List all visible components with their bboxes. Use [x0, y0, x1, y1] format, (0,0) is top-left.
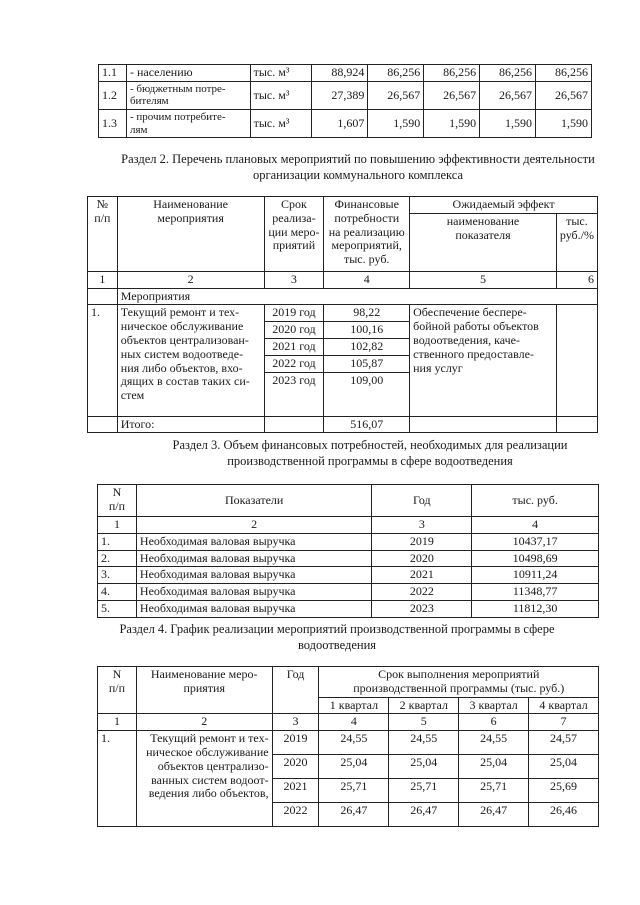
column-number-row: [88, 271, 598, 288]
header-name: Наименование меро- приятия: [136, 667, 272, 714]
row-number: 4.: [98, 584, 137, 601]
table-header-row: [88, 197, 598, 214]
col-number: 4: [472, 517, 599, 534]
year-cell: 2022 год: [264, 355, 324, 372]
quarter-value: 25,71: [459, 779, 529, 803]
cell-value: 1,607: [312, 110, 368, 138]
group-label: Мероприятия: [117, 288, 597, 305]
table-row: [88, 305, 598, 322]
row-name: - прочим потребите- лям: [126, 110, 250, 138]
row-year: 2019: [272, 731, 319, 755]
col-number: 4: [319, 714, 389, 731]
table-finance: [97, 484, 599, 618]
total-label: Итого:: [117, 416, 264, 433]
table-header-row: [98, 485, 599, 517]
row-year: 2019: [372, 533, 472, 550]
col-number: 5: [389, 714, 459, 731]
amount-cell: 109,00: [324, 372, 410, 416]
header-num: N п/п: [98, 485, 137, 517]
row-number: 1.3: [99, 110, 127, 138]
row-unit: тыс. м³: [250, 65, 312, 82]
table-row: [98, 550, 599, 567]
table-row: [99, 81, 592, 109]
amount-cell: 98,22: [324, 305, 410, 322]
header-quarter: 3 квартал: [459, 697, 529, 714]
header-term: Срок реализа- ции меро- приятий: [264, 197, 324, 272]
quarter-value: 26,47: [389, 803, 459, 827]
header-pct: тыс. руб./%: [556, 213, 597, 271]
measure-name: Текущий ремонт и тех- ническое обслуживание объектов централизован- ных систем водоотведе- ния либо объектов, вхо- дящих в состав таких си- стем: [117, 305, 264, 416]
cell-value: 88,924: [312, 65, 368, 82]
quarter-value: 24,55: [389, 731, 459, 755]
table-header-row: [98, 667, 599, 698]
row-name: Необходимая валовая выручка: [136, 584, 372, 601]
row-number: 2.: [98, 550, 137, 567]
row-value: 11812,30: [472, 600, 599, 617]
table-schedule: [97, 666, 599, 827]
row-number: 1.: [98, 533, 137, 550]
quarter-value: 25,71: [319, 779, 389, 803]
amount-cell: 102,82: [324, 338, 410, 355]
quarter-value: 26,46: [529, 803, 599, 827]
row-name: - населению: [126, 65, 250, 82]
quarter-value: 25,04: [529, 755, 599, 779]
cell-value: 26,567: [368, 81, 424, 109]
quarter-value: 24,55: [459, 731, 529, 755]
row-value: 11348,77: [472, 584, 599, 601]
row-name: - бюджетным потре- бителям: [126, 81, 250, 109]
row-year: 2020: [372, 550, 472, 567]
col-number: 3: [264, 271, 324, 288]
column-number-row: [98, 714, 599, 731]
row-name: Необходимая валовая выручка: [136, 550, 372, 567]
col-number: 6: [556, 271, 597, 288]
year-cell: 2021 год: [264, 338, 324, 355]
header-indicator: наименование показателя: [410, 213, 557, 271]
cell-value: 86,256: [480, 65, 536, 82]
col-number: 3: [272, 714, 319, 731]
quarter-value: 26,47: [319, 803, 389, 827]
row-number: 1.: [98, 731, 137, 827]
col-number: 6: [459, 714, 529, 731]
cell-value: 86,256: [536, 65, 592, 82]
year-cell: 2019 год: [264, 305, 324, 322]
table-row: [98, 600, 599, 617]
table-row: [98, 731, 599, 755]
effect-text: Обеспечение беспере- бойной работы объектов водоотведения, каче- ственного предоставле- ния услуг: [410, 305, 557, 416]
amount-cell: 105,87: [324, 355, 410, 372]
header-year: Год: [272, 667, 319, 714]
quarter-value: 24,57: [529, 731, 599, 755]
cell-value: 26,567: [480, 81, 536, 109]
table-measures: [87, 196, 598, 433]
quarter-value: 25,71: [389, 779, 459, 803]
section-2-title: Раздел 2. Перечень плановых мероприятий по повышению эффективности деятельности организации коммунального комплекса: [121, 152, 595, 182]
cell-value: 27,389: [312, 81, 368, 109]
cell-value: 1,590: [480, 110, 536, 138]
row-year: 2021: [372, 567, 472, 584]
row-number: 1.1: [99, 65, 127, 82]
col-number: 2: [117, 271, 264, 288]
col-number: 7: [529, 714, 599, 731]
row-value: 10437,17: [472, 533, 599, 550]
header-year: Год: [372, 485, 472, 517]
row-unit: тыс. м³: [250, 81, 312, 109]
table-row: [99, 65, 592, 82]
header-term: Срок выполнения мероприятий производственной программы (тыс. руб.): [319, 667, 599, 698]
col-number: 4: [324, 271, 410, 288]
cell-value: 1,590: [424, 110, 480, 138]
year-cell: 2023 год: [264, 372, 324, 416]
header-name: Наименование мероприятия: [117, 197, 264, 272]
header-effect: Ожидаемый эффект: [410, 197, 598, 214]
section-4-title: Раздел 4. График реализации мероприятий производственной программы в сфере водоотведения: [119, 622, 555, 652]
header-amount: тыс. руб.: [472, 485, 599, 517]
quarter-value: 26,47: [459, 803, 529, 827]
header-quarter: 4 квартал: [529, 697, 599, 714]
header-quarter: 2 квартал: [389, 697, 459, 714]
quarter-value: 25,04: [389, 755, 459, 779]
row-year: 2021: [272, 779, 319, 803]
year-cell: 2020 год: [264, 322, 324, 339]
row-year: 2020: [272, 755, 319, 779]
row-name: Необходимая валовая выручка: [136, 600, 372, 617]
row-unit: тыс. м³: [250, 110, 312, 138]
cell-value: 86,256: [368, 65, 424, 82]
col-number: 1: [88, 271, 118, 288]
header-quarter: 1 квартал: [319, 697, 389, 714]
quarter-value: 24,55: [319, 731, 389, 755]
measure-name: Текущий ремонт и тех- ническое обслуживание объектов централизо- ванных систем водоот- ведения либо объектов,: [136, 731, 272, 827]
quarter-value: 25,04: [319, 755, 389, 779]
col-number: 3: [372, 517, 472, 534]
row-value: 10911,24: [472, 567, 599, 584]
row-number: 5.: [98, 600, 137, 617]
amount-cell: 100,16: [324, 322, 410, 339]
header-finance: Финансовые потребности на реализацию мероприятий, тыс. руб.: [324, 197, 410, 272]
total-value: 516,07: [324, 416, 410, 433]
cell-value: 1,590: [536, 110, 592, 138]
column-number-row: [98, 517, 599, 534]
section-3-title: Раздел 3. Объем финансовых потребностей, необходимых для реализации производственной программы в сфере водоотведения: [172, 438, 568, 468]
group-row: [88, 288, 598, 305]
row-value: 10498,69: [472, 550, 599, 567]
row-number: 1.2: [99, 81, 127, 109]
table-row: [98, 533, 599, 550]
row-number: 1.: [88, 305, 118, 416]
cell-value: 86,256: [424, 65, 480, 82]
header-num: № п/п: [88, 197, 118, 272]
header-num: N п/п: [98, 667, 137, 714]
cell-value: 26,567: [536, 81, 592, 109]
cell-value: 1,590: [368, 110, 424, 138]
col-number: 1: [98, 517, 137, 534]
table-row: [98, 567, 599, 584]
row-year: 2023: [372, 600, 472, 617]
table-row: [99, 110, 592, 138]
row-number: 3.: [98, 567, 137, 584]
quarter-value: 25,69: [529, 779, 599, 803]
col-number: 5: [410, 271, 557, 288]
row-name: Необходимая валовая выручка: [136, 567, 372, 584]
cell-value: 26,567: [424, 81, 480, 109]
row-year: 2022: [372, 584, 472, 601]
quarter-value: 25,04: [459, 755, 529, 779]
col-number: 2: [136, 517, 372, 534]
row-name: Необходимая валовая выручка: [136, 533, 372, 550]
col-number: 2: [136, 714, 272, 731]
table-consumption: [98, 64, 592, 138]
table-row: [98, 584, 599, 601]
header-indicator: Показатели: [136, 485, 372, 517]
total-row: [88, 416, 598, 433]
row-year: 2022: [272, 803, 319, 827]
col-number: 1: [98, 714, 137, 731]
